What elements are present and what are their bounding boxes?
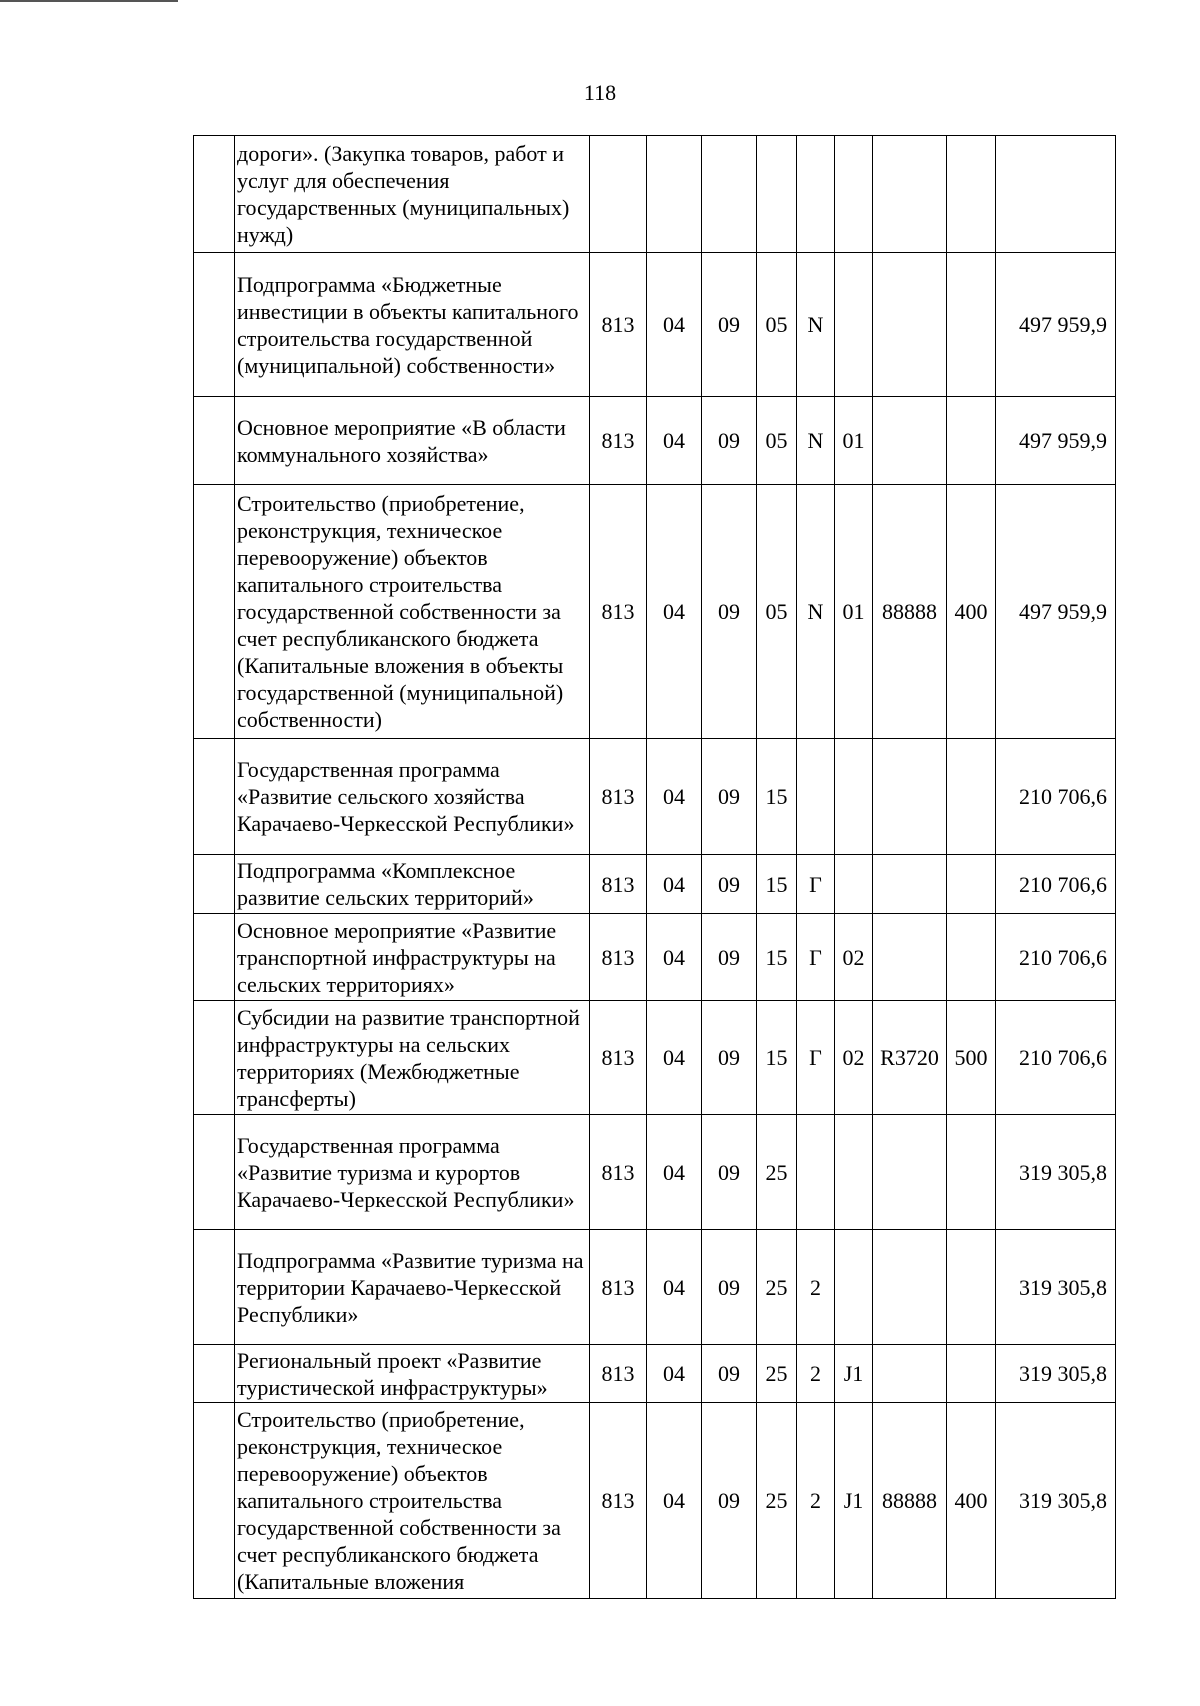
pr-cell: 09 [702,397,757,485]
cs4-cell [873,739,947,855]
cs2-cell [797,136,835,253]
pr-cell: 09 [702,1345,757,1403]
vr-cell [947,855,996,914]
pr-cell: 09 [702,855,757,914]
gr-cell: 813 [590,253,647,397]
cs1-cell: 05 [757,485,797,739]
cs3-cell: J1 [835,1403,873,1599]
sum-cell: 497 959,9 [996,485,1116,739]
table-row [194,739,1116,855]
row-index-cell [194,253,235,397]
sum-cell: 319 305,8 [996,1403,1116,1599]
vr-cell: 400 [947,485,996,739]
item-name-cell: Строительство (приобретение, реконструкция, техническое перевооружение) объектов капитального строительства государственной собственности за счет республиканского бюджета (Капитальные вложения [235,1403,590,1599]
cs3-cell: 01 [835,397,873,485]
row-index-cell [194,485,235,739]
gr-cell: 813 [590,1345,647,1403]
rz-cell: 04 [647,1001,702,1115]
cs4-cell: R3720 [873,1001,947,1115]
cs3-cell: 02 [835,914,873,1001]
cs4-cell: 88888 [873,1403,947,1599]
sum-cell: 319 305,8 [996,1230,1116,1345]
pr-cell: 09 [702,1115,757,1230]
cs2-cell [797,1115,835,1230]
row-index-cell [194,914,235,1001]
cs3-cell: 02 [835,1001,873,1115]
cs1-cell: 25 [757,1345,797,1403]
sum-cell: 319 305,8 [996,1115,1116,1230]
cs2-cell: Г [797,1001,835,1115]
table-row [194,253,1116,397]
gr-cell: 813 [590,1230,647,1345]
sum-cell: 497 959,9 [996,253,1116,397]
cs4-cell [873,855,947,914]
pr-cell: 09 [702,253,757,397]
pr-cell: 09 [702,1230,757,1345]
item-name-cell: Государственная программа «Развитие сельского хозяйства Карачаево-Черкесской Республики» [235,739,590,855]
row-index-cell [194,1403,235,1599]
cs2-cell: 2 [797,1345,835,1403]
cs1-cell: 15 [757,855,797,914]
cs4-cell: 88888 [873,485,947,739]
cs4-cell [873,253,947,397]
vr-cell: 500 [947,1001,996,1115]
cs2-cell: N [797,485,835,739]
item-name-cell: Региональный проект «Развитие туристической инфраструктуры» [235,1345,590,1403]
sum-cell: 210 706,6 [996,914,1116,1001]
rz-cell: 04 [647,485,702,739]
vr-cell [947,397,996,485]
cs2-cell: Г [797,914,835,1001]
table-body [194,136,1116,1599]
cs2-cell [797,739,835,855]
item-name-cell: Государственная программа «Развитие туризма и курортов Карачаево-Черкесской Республики» [235,1115,590,1230]
cs3-cell [835,1115,873,1230]
table-row [194,1115,1116,1230]
cs1-cell: 15 [757,1001,797,1115]
cs4-cell [873,136,947,253]
item-name-cell: дороги». (Закупка товаров, работ и услуг для обеспечения государственных (муниципальных) нужд) [235,136,590,253]
table-row [194,397,1116,485]
rz-cell: 04 [647,253,702,397]
gr-cell: 813 [590,1001,647,1115]
item-name-cell: Подпрограмма «Бюджетные инвестиции в объекты капитального строительства государственной (муниципальной) собственности» [235,253,590,397]
sum-cell: 319 305,8 [996,1345,1116,1403]
cs3-cell [835,1230,873,1345]
sum-cell: 497 959,9 [996,397,1116,485]
rz-cell: 04 [647,914,702,1001]
cs3-cell: 01 [835,485,873,739]
table-row [194,1345,1116,1403]
cs4-cell [873,914,947,1001]
cs4-cell [873,1345,947,1403]
sum-cell: 210 706,6 [996,855,1116,914]
gr-cell: 813 [590,1403,647,1599]
pr-cell: 09 [702,914,757,1001]
cs2-cell: 2 [797,1403,835,1599]
rz-cell: 04 [647,1403,702,1599]
vr-cell [947,253,996,397]
row-index-cell [194,136,235,253]
table-row [194,136,1116,253]
gr-cell: 813 [590,1115,647,1230]
cs1-cell: 15 [757,914,797,1001]
item-name-cell: Подпрограмма «Развитие туризма на территории Карачаево-Черкесской Республики» [235,1230,590,1345]
sum-cell: 210 706,6 [996,739,1116,855]
gr-cell: 813 [590,914,647,1001]
table-row [194,855,1116,914]
cs2-cell: Г [797,855,835,914]
cs1-cell: 25 [757,1230,797,1345]
rz-cell: 04 [647,739,702,855]
cs4-cell [873,1230,947,1345]
table-row [194,1403,1116,1599]
rz-cell: 04 [647,1115,702,1230]
cs1-cell: 25 [757,1403,797,1599]
item-name-cell: Субсидии на развитие транспортной инфраструктуры на сельских территориях (Межбюджетные трансферты) [235,1001,590,1115]
sum-cell: 210 706,6 [996,1001,1116,1115]
cs2-cell: 2 [797,1230,835,1345]
cs1-cell: 05 [757,397,797,485]
item-name-cell: Основное мероприятие «Развитие транспортной инфраструктуры на сельских территориях» [235,914,590,1001]
pr-cell: 09 [702,485,757,739]
row-index-cell [194,1001,235,1115]
item-name-cell: Строительство (приобретение, реконструкция, техническое перевооружение) объектов капитального строительства государственной собственности за счет республиканского бюджета (Капитальные вложения в объекты государственной (муниципальной) собственности) [235,485,590,739]
gr-cell: 813 [590,397,647,485]
rz-cell: 04 [647,397,702,485]
table-row [194,1001,1116,1115]
vr-cell: 400 [947,1403,996,1599]
rz-cell: 04 [647,1345,702,1403]
cs3-cell [835,739,873,855]
page-number: 118 [583,80,617,105]
pr-cell: 09 [702,739,757,855]
vr-cell [947,1345,996,1403]
cs4-cell [873,397,947,485]
budget-table [193,135,1116,1599]
pr-cell: 09 [702,1001,757,1115]
cs2-cell: N [797,253,835,397]
cs1-cell: 05 [757,253,797,397]
pr-cell [702,136,757,253]
cs3-cell [835,855,873,914]
gr-cell [590,136,647,253]
cs3-cell: J1 [835,1345,873,1403]
gr-cell: 813 [590,485,647,739]
gr-cell: 813 [590,739,647,855]
row-index-cell [194,855,235,914]
row-index-cell [194,739,235,855]
top-rule [0,0,178,2]
rz-cell: 04 [647,855,702,914]
item-name-cell: Основное мероприятие «В области коммунального хозяйства» [235,397,590,485]
gr-cell: 813 [590,855,647,914]
vr-cell [947,914,996,1001]
row-index-cell [194,1345,235,1403]
cs4-cell [873,1115,947,1230]
rz-cell [647,136,702,253]
cs2-cell: N [797,397,835,485]
item-name-cell: Подпрограмма «Комплексное развитие сельских территорий» [235,855,590,914]
table-row [194,914,1116,1001]
vr-cell [947,1115,996,1230]
row-index-cell [194,1115,235,1230]
cs3-cell [835,136,873,253]
row-index-cell [194,397,235,485]
row-index-cell [194,1230,235,1345]
rz-cell: 04 [647,1230,702,1345]
cs3-cell [835,253,873,397]
cs1-cell [757,136,797,253]
vr-cell [947,739,996,855]
vr-cell [947,1230,996,1345]
cs1-cell: 25 [757,1115,797,1230]
pr-cell: 09 [702,1403,757,1599]
table-row [194,485,1116,739]
cs1-cell: 15 [757,739,797,855]
sum-cell [996,136,1116,253]
vr-cell [947,136,996,253]
table-row [194,1230,1116,1345]
